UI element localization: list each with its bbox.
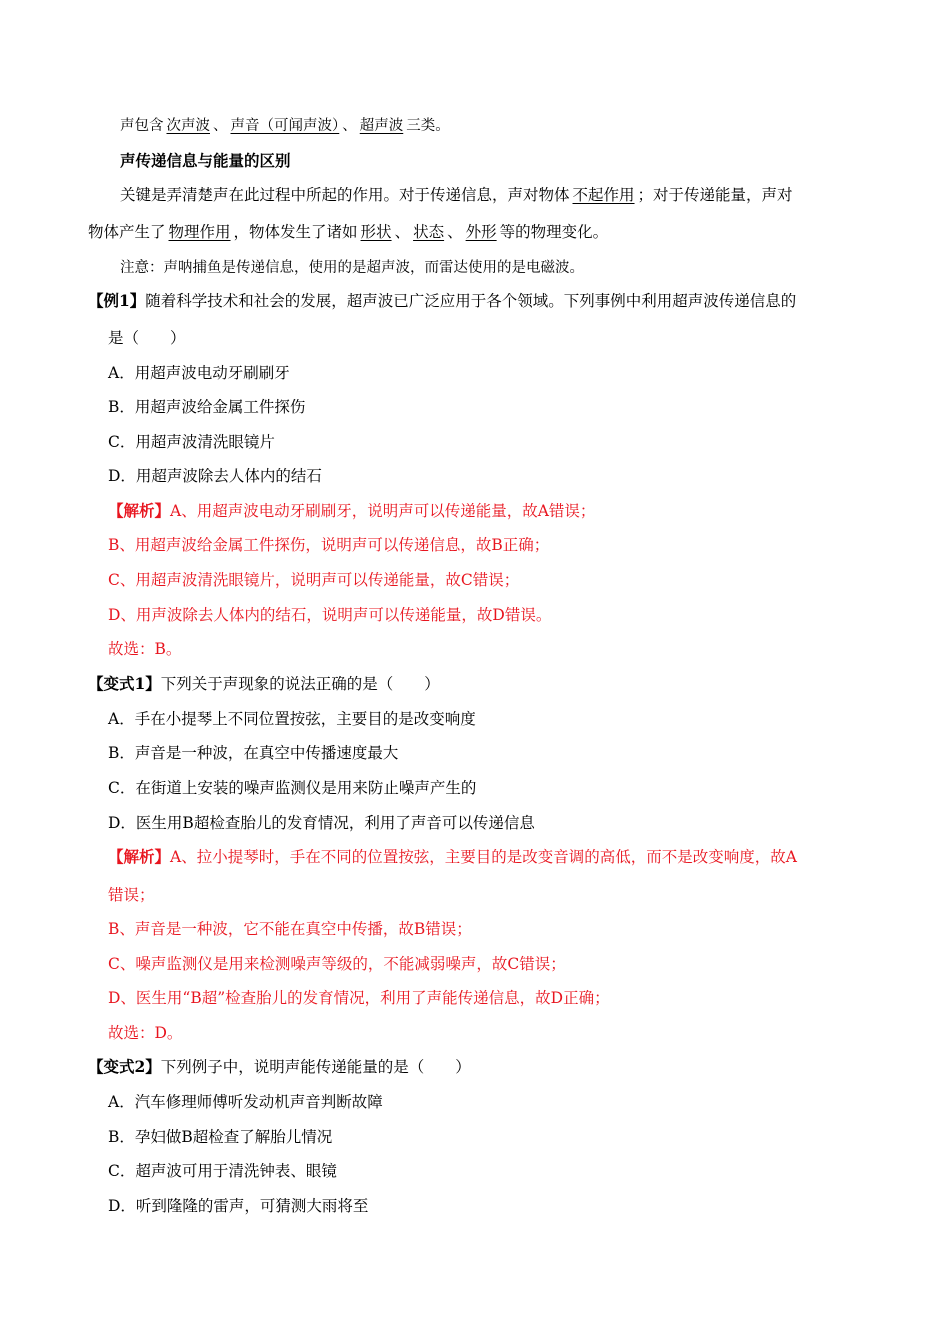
example1-analysis-d: D、用声波除去人体内的结石，说明声可以传递能量，故D错误。: [108, 606, 552, 624]
example1-option-a: A．用超声波电动牙刷刷牙: [108, 364, 290, 382]
variant1-stem: 下列关于声现象的说法正确的是（ ）: [160, 675, 440, 693]
example1-analysis-b: B、用超声波给金属工件探伤，说明声可以传递信息，故B正确；: [108, 536, 550, 554]
example1-answer: 故选：B。: [108, 640, 182, 658]
blank-physical-effect: 物理作用: [168, 223, 231, 241]
intro-paragraph-line1: [120, 184, 793, 206]
example1-tag: 【例1】: [88, 291, 146, 310]
example1-option-d: D．用超声波除去人体内的结石: [108, 467, 322, 485]
variant2-stem-line: [88, 1056, 471, 1078]
variant1-answer: 故选：D。: [108, 1024, 183, 1042]
intro-paragraph-line2: [88, 221, 608, 243]
variant2-option-d: D．听到隆隆的雷声，可猜测大雨将至: [108, 1197, 369, 1215]
para2-text2: ，物体发生了诸如: [233, 223, 358, 241]
example1-stem-line1: [88, 290, 796, 312]
example1-stem-line2: 是（ ）: [108, 329, 186, 347]
variant1-analysis-a: A、拉小提琴时，手在不同的位置按弦，主要目的是改变音调的高低，而不是改变响度，故A: [170, 848, 797, 866]
separator: 、: [394, 223, 411, 241]
variant1-option-a: A．手在小提琴上不同位置按弦，主要目的是改变响度: [108, 710, 476, 728]
variant1-option-b: B．声音是一种波，在真空中传播速度最大: [108, 744, 399, 762]
blank-audible-sound: 声音（可闻声波）: [230, 118, 340, 134]
blank-ultrasound: 超声波: [359, 118, 404, 134]
example1-stem1: 随着科学技术和社会的发展，超声波已广泛应用于各个领域。下列事例中利用超声波传递信息的: [145, 292, 797, 310]
blank-no-effect: 不起作用: [572, 186, 635, 204]
variant1-analysis-b: B、声音是一种波，它不能在真空中传播，故B错误；: [108, 920, 472, 938]
variant1-analysis-c: C、噪声监测仪是用来检测噪声等级的，不能减弱噪声，故C错误；: [108, 955, 566, 973]
note-line: 注意：声呐捕鱼是传递信息，使用的是超声波，而雷达使用的是电磁波。: [120, 260, 584, 276]
sound-types-line: [120, 115, 450, 137]
separator: 、: [213, 118, 228, 134]
variant1-stem-line: [88, 673, 440, 695]
variant2-option-b: B．孕妇做B超检查了解胎儿情况: [108, 1128, 333, 1146]
example1-option-c: C．用超声波清洗眼镜片: [108, 433, 275, 451]
sound-types-suffix: 三类。: [406, 118, 450, 134]
blank-infrasound: 次声波: [166, 118, 210, 134]
example1-analysis-line1: [108, 500, 595, 522]
variant2-tag: 【变式2】: [88, 1057, 161, 1076]
blank-state: 状态: [413, 223, 445, 241]
para1-text1: 关键是弄清楚声在此过程中所起的作用。对于传递信息，声对物体: [120, 186, 570, 204]
variant2-option-a: A．汽车修理师傅听发动机声音判断故障: [108, 1093, 383, 1111]
variant1-analysis-a-cont: 错误；: [108, 886, 155, 904]
example1-option-b: B．用超声波给金属工件探伤: [108, 398, 306, 416]
variant1-analysis-d: D、医生用“B超”检查胎儿的发育情况，利用了声能传递信息，故D正确；: [108, 989, 610, 1007]
blank-shape: 形状: [360, 223, 392, 241]
blank-form: 外形: [465, 223, 497, 241]
variant1-analysis-line1: [108, 846, 797, 868]
example1-analysis-tag: 【解析】: [108, 501, 171, 520]
separator: 、: [342, 118, 357, 134]
para2-text1: 物体产生了: [88, 223, 166, 241]
example1-analysis-c: C、用超声波清洗眼镜片，说明声可以传递能量，故C错误；: [108, 571, 520, 589]
variant1-analysis-tag: 【解析】: [108, 847, 171, 866]
variant2-option-c: C．超声波可用于清洗钟表、眼镜: [108, 1162, 337, 1180]
para2-text3: 等的物理变化。: [499, 223, 609, 241]
section-heading: 声传递信息与能量的区别: [120, 151, 291, 170]
variant1-option-d: D．医生用B超检查胎儿的发育情况，利用了声音可以传递信息: [108, 814, 535, 832]
variant1-tag: 【变式1】: [88, 674, 161, 693]
variant1-option-c: C．在街道上安装的噪声监测仪是用来防止噪声产生的: [108, 779, 477, 797]
example1-analysis-a: A、用超声波电动牙刷刷牙，说明声可以传递能量，故A错误；: [170, 502, 596, 520]
para1-text2: ；对于传递能量，声对: [637, 186, 793, 204]
sound-types-prefix: 声包含: [120, 118, 164, 134]
separator: 、: [447, 223, 463, 241]
variant2-stem: 下列例子中，说明声能传递能量的是（ ）: [160, 1058, 471, 1076]
